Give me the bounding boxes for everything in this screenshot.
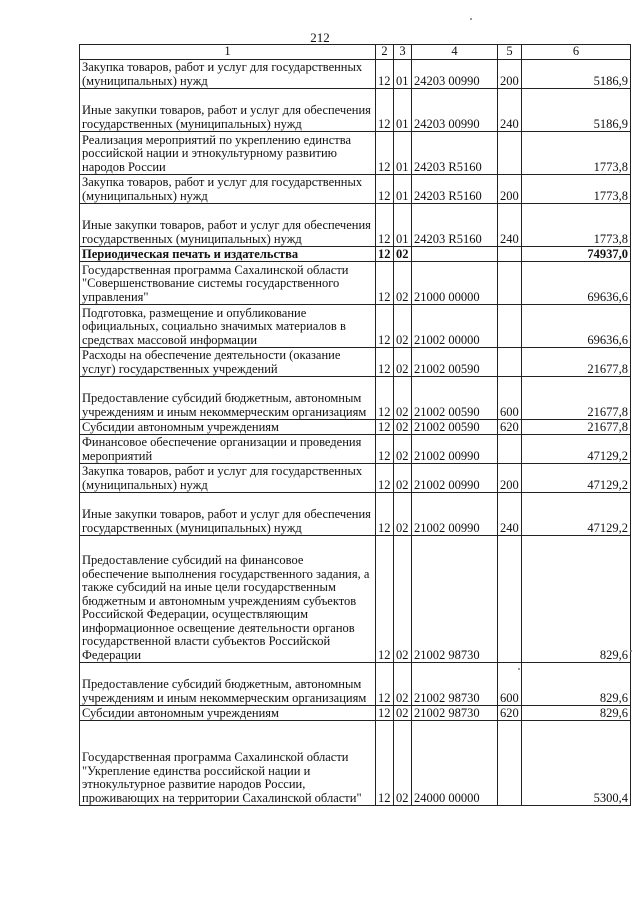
row-expense-type-cell: 200 <box>498 60 522 89</box>
row-section-cell: 12 <box>376 706 394 721</box>
row-expense-type-cell: 240 <box>498 89 522 132</box>
row-name-cell: Финансовое обеспечение организации и проведения мероприятий <box>80 435 376 464</box>
row-name-cell: Иные закупки товаров, работ и услуг для обеспечения государственных (муниципальных) нужд <box>80 493 376 536</box>
table-row <box>80 493 631 536</box>
row-target-article-cell: 21002 00990 <box>412 435 498 464</box>
row-name-cell: Иные закупки товаров, работ и услуг для обеспечения государственных (муниципальных) нужд <box>80 89 376 132</box>
row-section-cell: 12 <box>376 60 394 89</box>
table-row <box>80 663 631 706</box>
row-target-article-cell: 24203 00990 <box>412 89 498 132</box>
row-amount-cell: 21677,8 <box>522 348 631 377</box>
row-subsection-cell: 01 <box>394 60 412 89</box>
row-name-cell: Государственная программа Сахалинской области "Совершенствование системы государственного управления" <box>80 262 376 305</box>
table-row <box>80 204 631 247</box>
row-expense-type-cell: 240 <box>498 204 522 247</box>
row-section-cell: 12 <box>376 262 394 305</box>
row-amount-cell: 69636,6 <box>522 262 631 305</box>
row-expense-type-cell <box>498 435 522 464</box>
row-section-cell: 12 <box>376 377 394 420</box>
row-target-article-cell: 21002 00990 <box>412 493 498 536</box>
row-amount-cell: 47129,2 <box>522 464 631 493</box>
row-section-cell: 12 <box>376 348 394 377</box>
row-amount-cell: 829,6 <box>522 536 631 663</box>
row-target-article-cell: 21000 00000 <box>412 262 498 305</box>
row-expense-type-cell <box>498 305 522 348</box>
scan-speck <box>470 18 472 20</box>
header-col-1: 1 <box>80 45 376 60</box>
row-expense-type-cell: 620 <box>498 420 522 435</box>
row-amount-cell: 74937,0 <box>522 247 631 262</box>
table-row <box>80 721 631 806</box>
row-section-cell: 12 <box>376 435 394 464</box>
row-section-cell: 12 <box>376 420 394 435</box>
header-col-4: 4 <box>412 45 498 60</box>
row-target-article-cell: 21002 00990 <box>412 464 498 493</box>
row-target-article-cell: 21002 98730 <box>412 706 498 721</box>
row-target-article-cell: 21002 00590 <box>412 377 498 420</box>
row-subsection-cell: 02 <box>394 420 412 435</box>
row-amount-cell: 829,6 <box>522 706 631 721</box>
scan-speck <box>518 668 520 670</box>
row-target-article-cell: 24203 R5160 <box>412 132 498 175</box>
row-section-cell: 12 <box>376 536 394 663</box>
row-section-cell: 12 <box>376 247 394 262</box>
row-subsection-cell: 01 <box>394 204 412 247</box>
row-amount-cell: 5186,9 <box>522 89 631 132</box>
row-section-cell: 12 <box>376 89 394 132</box>
table-row <box>80 247 631 262</box>
row-expense-type-cell <box>498 262 522 305</box>
row-expense-type-cell <box>498 132 522 175</box>
row-name-cell: Реализация мероприятий по укреплению единства российской нации и этнокультурному развитию народов России <box>80 132 376 175</box>
row-section-cell: 12 <box>376 204 394 247</box>
table-row <box>80 175 631 204</box>
row-amount-cell: 1773,8 <box>522 175 631 204</box>
row-target-article-cell: 21002 00590 <box>412 420 498 435</box>
row-amount-cell: 1773,8 <box>522 132 631 175</box>
row-target-article-cell: 24203 R5160 <box>412 204 498 247</box>
table-row <box>80 377 631 420</box>
row-expense-type-cell <box>498 247 522 262</box>
row-target-article-cell: 21002 98730 <box>412 663 498 706</box>
header-col-2: 2 <box>376 45 394 60</box>
row-target-article-cell <box>412 247 498 262</box>
table-row <box>80 706 631 721</box>
row-subsection-cell: 02 <box>394 262 412 305</box>
row-target-article-cell: 21002 00590 <box>412 348 498 377</box>
row-subsection-cell: 02 <box>394 348 412 377</box>
header-row <box>80 45 631 60</box>
row-subsection-cell: 02 <box>394 305 412 348</box>
table-row <box>80 435 631 464</box>
row-expense-type-cell: 200 <box>498 175 522 204</box>
row-name-cell: Предоставление субсидий бюджетным, автономным учреждениям и иным некоммерческим организациям <box>80 377 376 420</box>
table-row <box>80 464 631 493</box>
row-target-article-cell: 24000 00000 <box>412 721 498 806</box>
table-row <box>80 132 631 175</box>
scan-speck <box>630 650 632 652</box>
row-name-cell: Закупка товаров, работ и услуг для государственных (муниципальных) нужд <box>80 464 376 493</box>
row-name-cell: Субсидии автономным учреждениям <box>80 420 376 435</box>
table-row <box>80 305 631 348</box>
row-amount-cell: 47129,2 <box>522 435 631 464</box>
row-expense-type-cell <box>498 721 522 806</box>
header-col-6: 6 <box>522 45 631 60</box>
table-row <box>80 89 631 132</box>
header-col-5: 5 <box>498 45 522 60</box>
row-subsection-cell: 02 <box>394 721 412 806</box>
row-name-cell: Закупка товаров, работ и услуг для государственных (муниципальных) нужд <box>80 175 376 204</box>
row-section-cell: 12 <box>376 305 394 348</box>
budget-table <box>79 44 631 806</box>
row-subsection-cell: 02 <box>394 663 412 706</box>
row-subsection-cell: 02 <box>394 706 412 721</box>
table-row <box>80 348 631 377</box>
row-name-cell: Расходы на обеспечение деятельности (оказание услуг) государственных учреждений <box>80 348 376 377</box>
row-amount-cell: 5186,9 <box>522 60 631 89</box>
row-target-article-cell: 21002 00000 <box>412 305 498 348</box>
row-subsection-cell: 01 <box>394 89 412 132</box>
table-row <box>80 420 631 435</box>
row-target-article-cell: 24203 R5160 <box>412 175 498 204</box>
row-expense-type-cell: 240 <box>498 493 522 536</box>
row-expense-type-cell <box>498 348 522 377</box>
row-amount-cell: 829,6 <box>522 663 631 706</box>
row-subsection-cell: 01 <box>394 175 412 204</box>
row-expense-type-cell: 620 <box>498 706 522 721</box>
row-name-cell: Предоставление субсидий на финансовое обеспечение выполнения государственного задания, а также субсидий на иные цели государственным бюджетным и автономным учреждениям субъектов Российской Федерации, осуществляющим информационное освещение деятельности органов государственной власти субъектов Российской Федерации <box>80 536 376 663</box>
row-expense-type-cell: 600 <box>498 377 522 420</box>
row-target-article-cell: 21002 98730 <box>412 536 498 663</box>
row-target-article-cell: 24203 00990 <box>412 60 498 89</box>
row-subsection-cell: 02 <box>394 435 412 464</box>
row-name-cell: Закупка товаров, работ и услуг для государственных (муниципальных) нужд <box>80 60 376 89</box>
row-section-cell: 12 <box>376 663 394 706</box>
row-subsection-cell: 02 <box>394 377 412 420</box>
row-name-cell: Предоставление субсидий бюджетным, автономным учреждениям и иным некоммерческим организациям <box>80 663 376 706</box>
header-col-3: 3 <box>394 45 412 60</box>
row-name-cell: Периодическая печать и издательства <box>80 247 376 262</box>
row-amount-cell: 5300,4 <box>522 721 631 806</box>
table-row <box>80 536 631 663</box>
row-amount-cell: 1773,8 <box>522 204 631 247</box>
row-amount-cell: 21677,8 <box>522 420 631 435</box>
row-section-cell: 12 <box>376 493 394 536</box>
row-name-cell: Субсидии автономным учреждениям <box>80 706 376 721</box>
row-name-cell: Подготовка, размещение и опубликование официальных, социально значимых материалов в средствах массовой информации <box>80 305 376 348</box>
row-subsection-cell: 02 <box>394 247 412 262</box>
row-name-cell: Иные закупки товаров, работ и услуг для обеспечения государственных (муниципальных) нужд <box>80 204 376 247</box>
table-row <box>80 60 631 89</box>
row-subsection-cell: 02 <box>394 536 412 663</box>
row-section-cell: 12 <box>376 175 394 204</box>
row-amount-cell: 47129,2 <box>522 493 631 536</box>
row-expense-type-cell: 200 <box>498 464 522 493</box>
row-subsection-cell: 02 <box>394 493 412 536</box>
row-subsection-cell: 01 <box>394 132 412 175</box>
row-amount-cell: 21677,8 <box>522 377 631 420</box>
row-subsection-cell: 02 <box>394 464 412 493</box>
row-section-cell: 12 <box>376 132 394 175</box>
row-section-cell: 12 <box>376 721 394 806</box>
row-expense-type-cell: 600 <box>498 663 522 706</box>
table-row <box>80 262 631 305</box>
row-amount-cell: 69636,6 <box>522 305 631 348</box>
page-number: 212 <box>310 30 330 45</box>
row-name-cell: Государственная программа Сахалинской области "Укрепление единства российской нации и этнокультурное развитие народов России, проживающих на территории Сахалинской области" <box>80 721 376 806</box>
row-section-cell: 12 <box>376 464 394 493</box>
row-expense-type-cell <box>498 536 522 663</box>
